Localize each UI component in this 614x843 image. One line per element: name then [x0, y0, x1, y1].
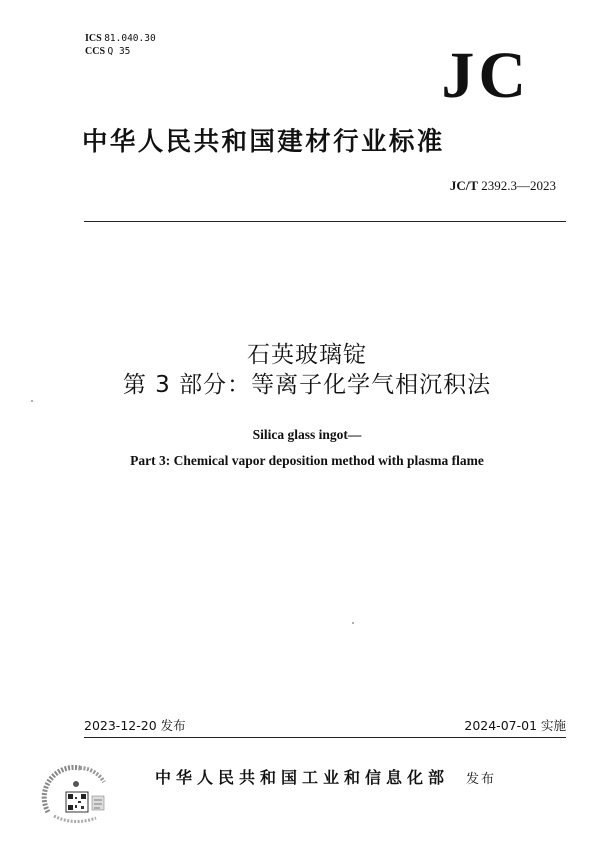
standard-number	[450, 178, 556, 194]
ics-value: 81.040.30	[104, 33, 156, 44]
footer-divider	[84, 737, 566, 738]
standard-number-value: 2392.3—2023	[481, 178, 556, 193]
ics-code	[85, 32, 156, 45]
english-title-line2: Part 3: Chemical vapor deposition method with plasma flame	[130, 453, 484, 468]
ics-label: ICS	[85, 33, 102, 44]
scan-speck	[352, 622, 354, 624]
chinese-title-line1: 石英玻璃锭	[247, 342, 367, 368]
ccs-value: Q 35	[107, 46, 131, 57]
chinese-title-line2: 第 3 部分：等离子化学气相沉积法	[122, 372, 492, 398]
publish-label: 发布	[466, 772, 497, 787]
jc-logo: JC	[441, 39, 530, 112]
classification-codes	[85, 32, 156, 58]
ccs-label: CCS	[85, 46, 106, 57]
header-divider	[84, 221, 566, 222]
english-title-line1: Silica glass ingot—	[252, 427, 362, 442]
ccs-code	[85, 45, 156, 58]
issue-date: 2023-12-20 发布	[84, 718, 186, 733]
publisher-name: 中华人民共和国工业和信息化部	[155, 768, 450, 787]
implementation-date: 2024-07-01 实施	[464, 718, 566, 733]
certification-seal-with-qr-icon	[40, 762, 110, 828]
standard-category-title: 中华人民共和国建材行业标准	[82, 127, 445, 157]
standard-number-prefix: JC/T	[449, 178, 478, 193]
scan-speck	[31, 400, 33, 402]
